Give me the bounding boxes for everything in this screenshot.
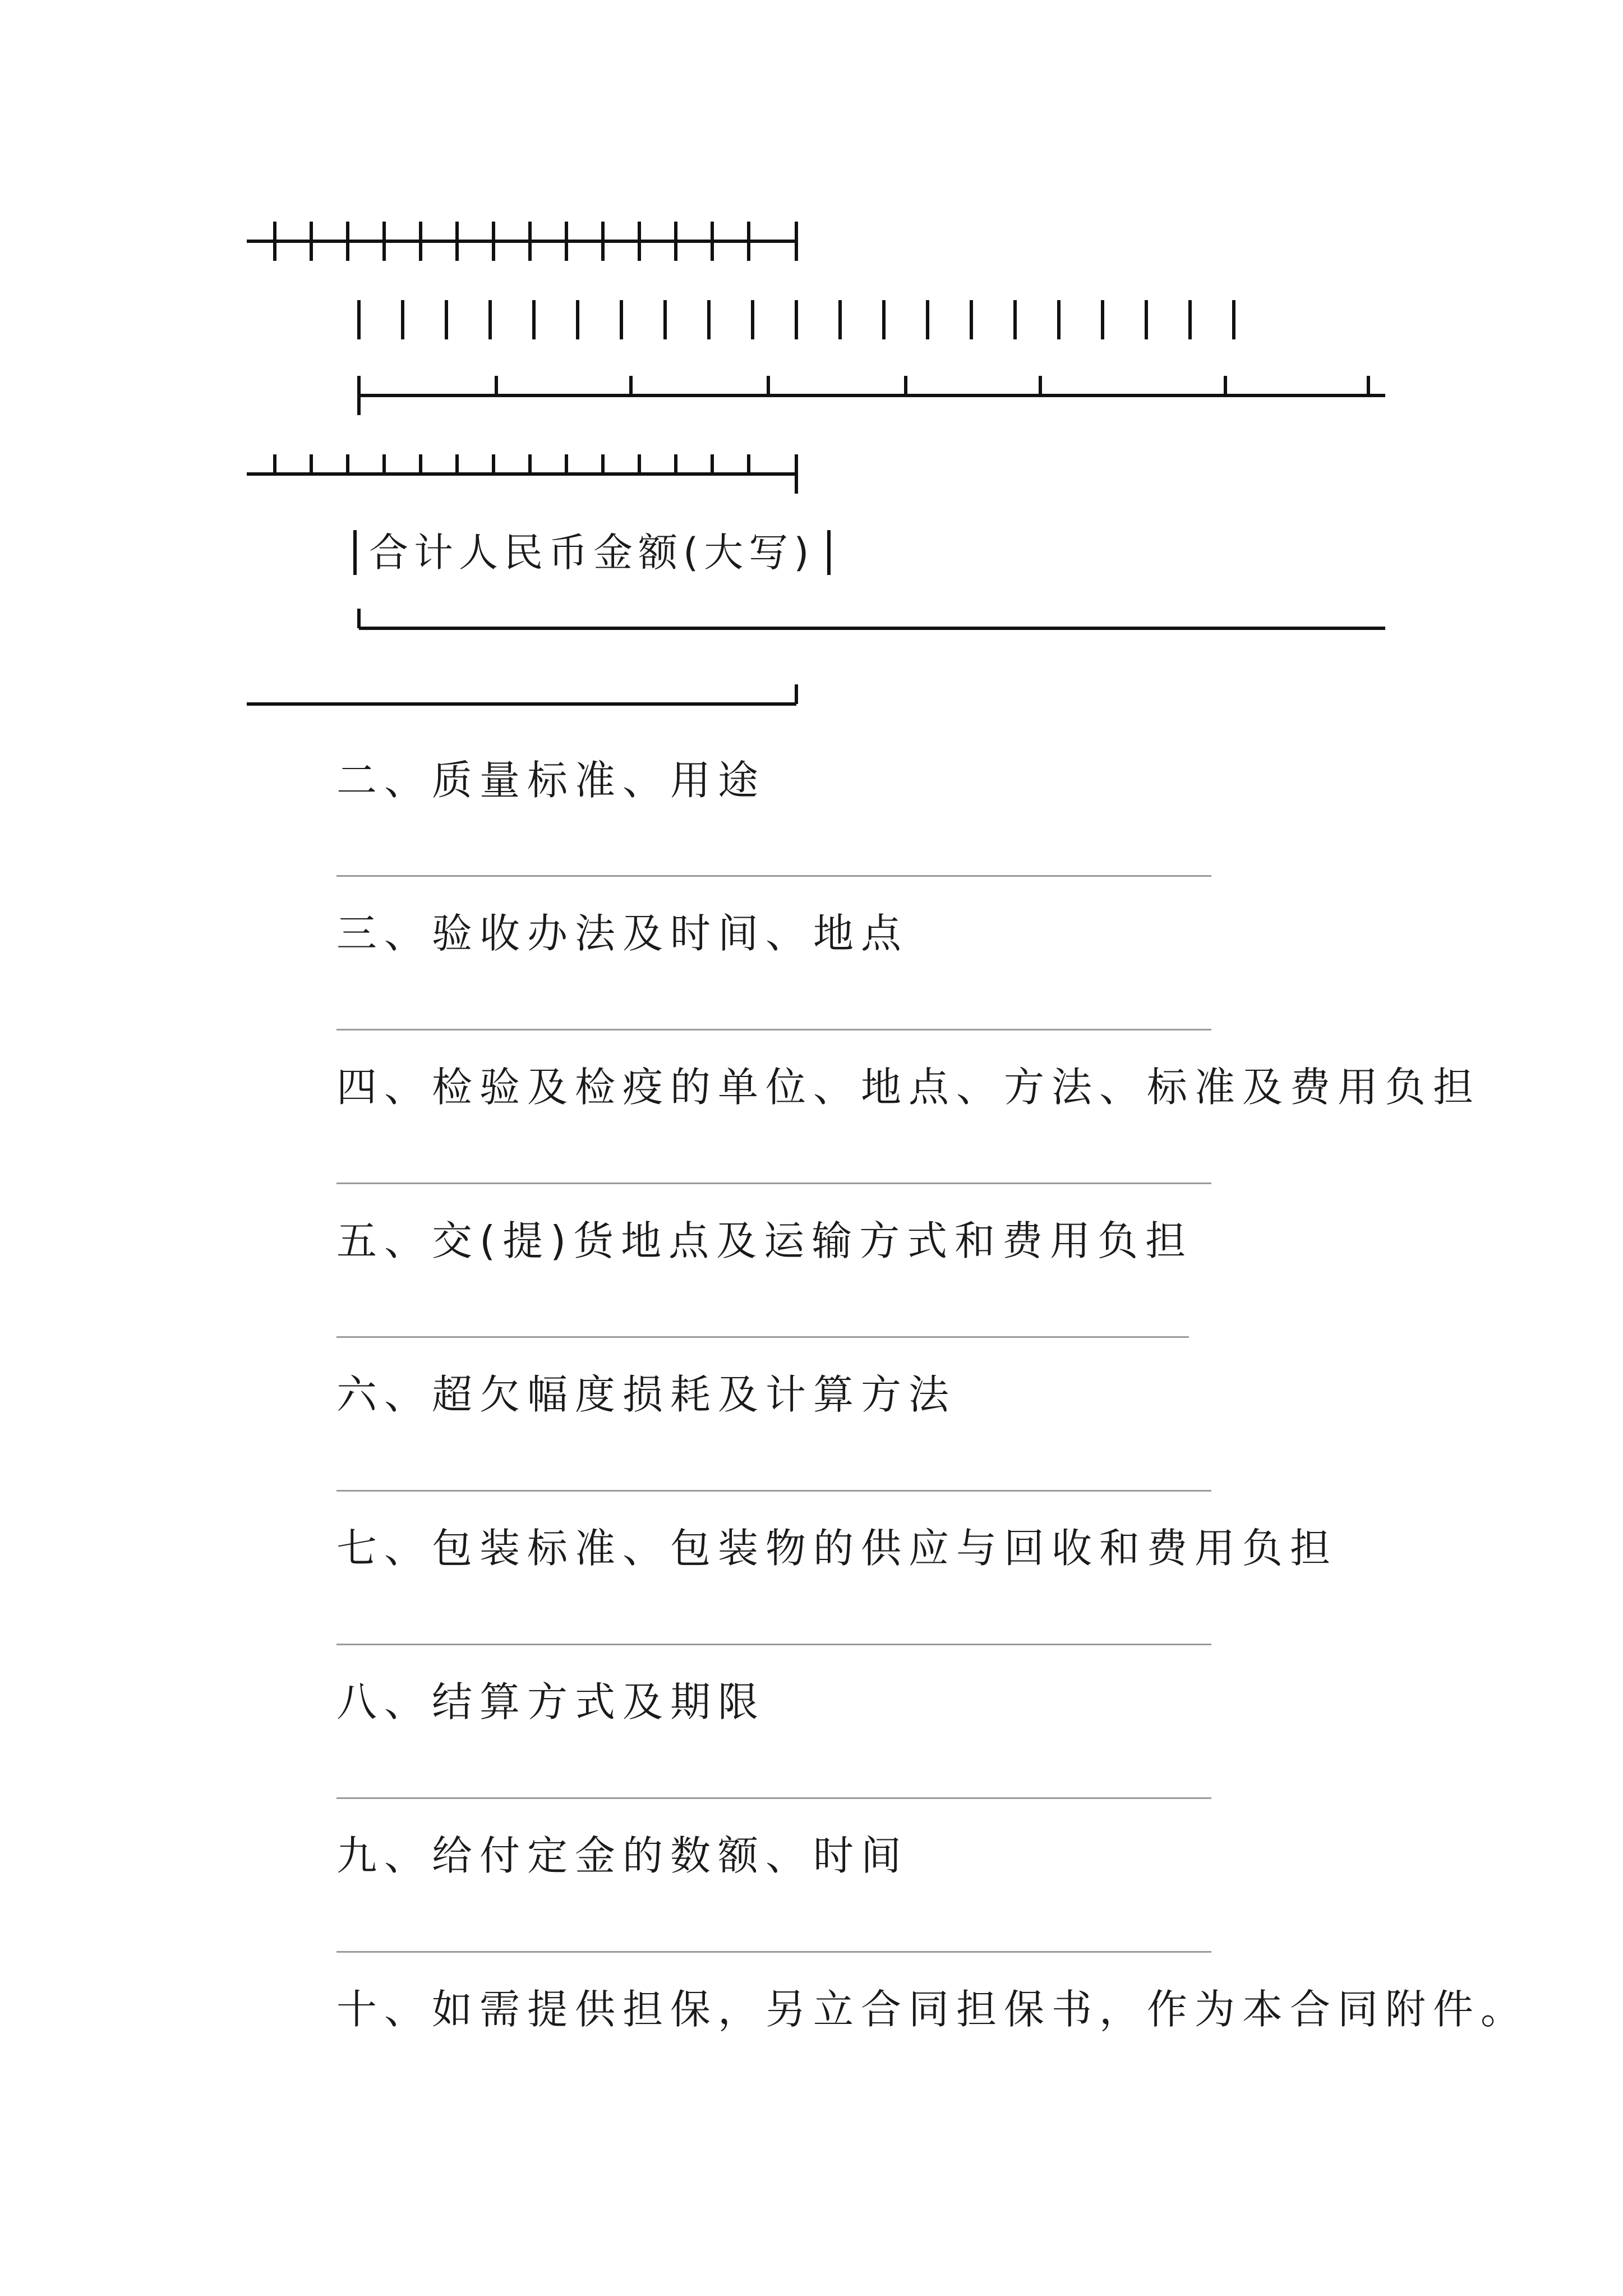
table-ruling-art bbox=[0, 0, 1623, 729]
section-five-fill-line bbox=[336, 1336, 1189, 1338]
section-nine-fill-line bbox=[336, 1951, 1211, 1953]
cell-border-right bbox=[827, 530, 831, 575]
section-six-heading: 六、超欠幅度损耗及计算方法 bbox=[336, 1371, 957, 1418]
ruling-ticks-row3 bbox=[496, 376, 1368, 395]
total-amount-row bbox=[353, 530, 831, 575]
section-two-fill-line bbox=[336, 875, 1211, 877]
section-four-heading: 四、检验及检疫的单位、地点、方法、标准及费用负担 bbox=[336, 1064, 1481, 1111]
section-eight-heading: 八、结算方式及期限 bbox=[336, 1678, 766, 1726]
section-four-fill-line bbox=[336, 1182, 1211, 1184]
section-six-fill-line bbox=[336, 1490, 1211, 1492]
section-five-heading: 五、交(提)货地点及运输方式和费用负担 bbox=[336, 1217, 1193, 1264]
section-ten-heading: 十、如需提供担保，另立合同担保书，作为本合同附件。 bbox=[336, 1986, 1529, 2033]
section-nine-heading: 九、给付定金的数额、时间 bbox=[336, 1832, 909, 1879]
section-three-fill-line bbox=[336, 1029, 1211, 1030]
total-amount-label: 合计人民币金额(大写) bbox=[369, 530, 815, 576]
section-eight-fill-line bbox=[336, 1797, 1211, 1799]
section-three-heading: 三、验收办法及时间、地点 bbox=[336, 910, 909, 957]
section-seven-fill-line bbox=[336, 1644, 1211, 1645]
ruling-vbars-row2 bbox=[359, 300, 1234, 339]
cell-border-left bbox=[353, 530, 357, 575]
section-seven-heading: 七、包装标准、包装物的供应与回收和费用负担 bbox=[336, 1525, 1338, 1572]
section-two-heading: 二、质量标准、用途 bbox=[336, 757, 766, 804]
